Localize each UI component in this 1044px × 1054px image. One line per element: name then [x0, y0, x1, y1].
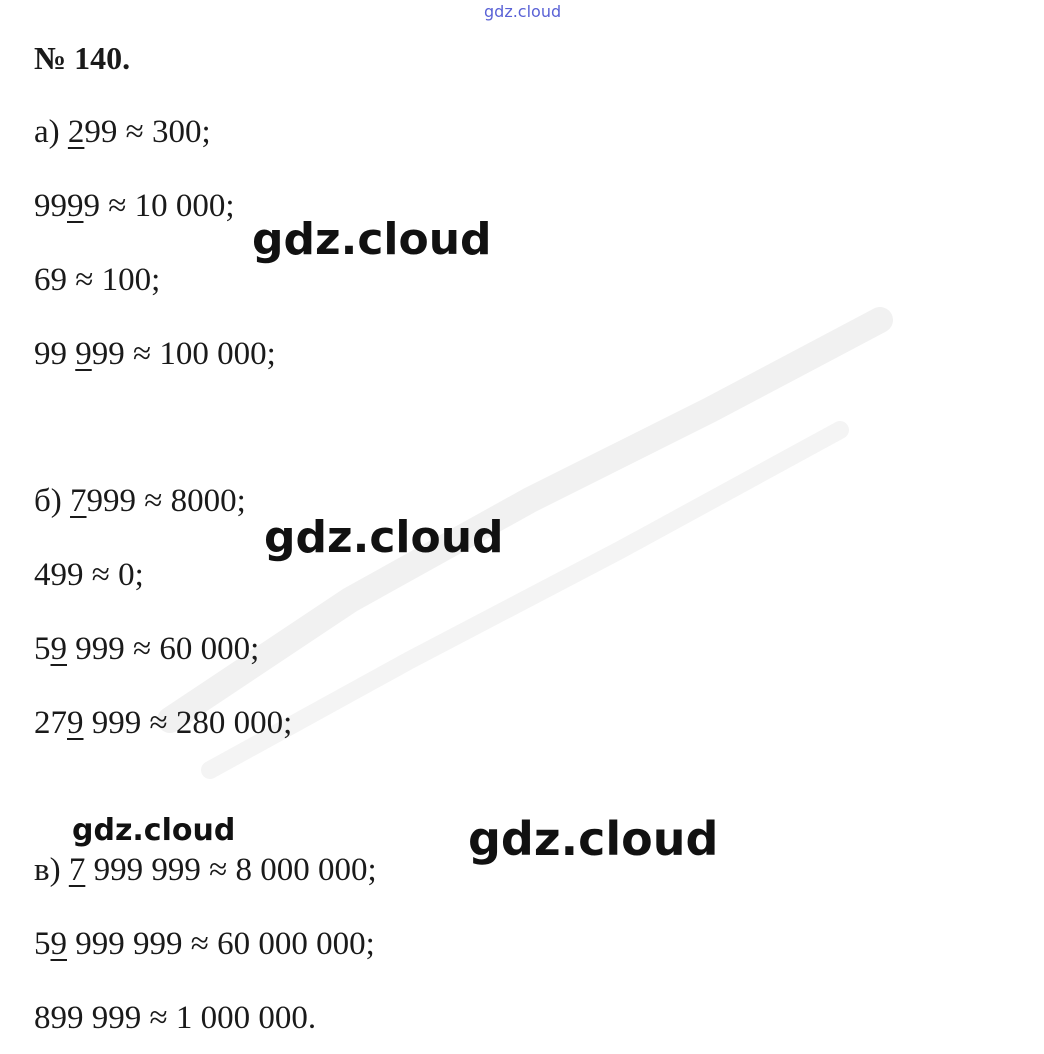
- watermark-4: gdz.cloud: [468, 812, 719, 866]
- line-a1: а) 299 ≈ 300;: [34, 114, 211, 150]
- watermark-2: gdz.cloud: [264, 512, 504, 563]
- line-c1: в) 7 999 999 ≈ 8 000 000;: [34, 852, 377, 888]
- line-a2: 9999 ≈ 10 000;: [34, 188, 235, 224]
- line-c2: 59 999 999 ≈ 60 000 000;: [34, 926, 375, 962]
- line-a3: 69 ≈ 100;: [34, 262, 161, 298]
- line-c3: 899 999 ≈ 1 000 000.: [34, 1000, 317, 1036]
- exercise-number: № 140.: [34, 40, 131, 76]
- watermark-1: gdz.cloud: [252, 214, 492, 265]
- watermark-3: gdz.cloud: [72, 813, 236, 848]
- watermark-top: gdz.cloud: [484, 2, 562, 21]
- line-b1: б) 7999 ≈ 8000;: [34, 483, 246, 519]
- line-a4: 99 999 ≈ 100 000;: [34, 336, 276, 372]
- line-b4: 279 999 ≈ 280 000;: [34, 705, 293, 741]
- line-b3: 59 999 ≈ 60 000;: [34, 631, 260, 667]
- line-b2: 499 ≈ 0;: [34, 557, 144, 593]
